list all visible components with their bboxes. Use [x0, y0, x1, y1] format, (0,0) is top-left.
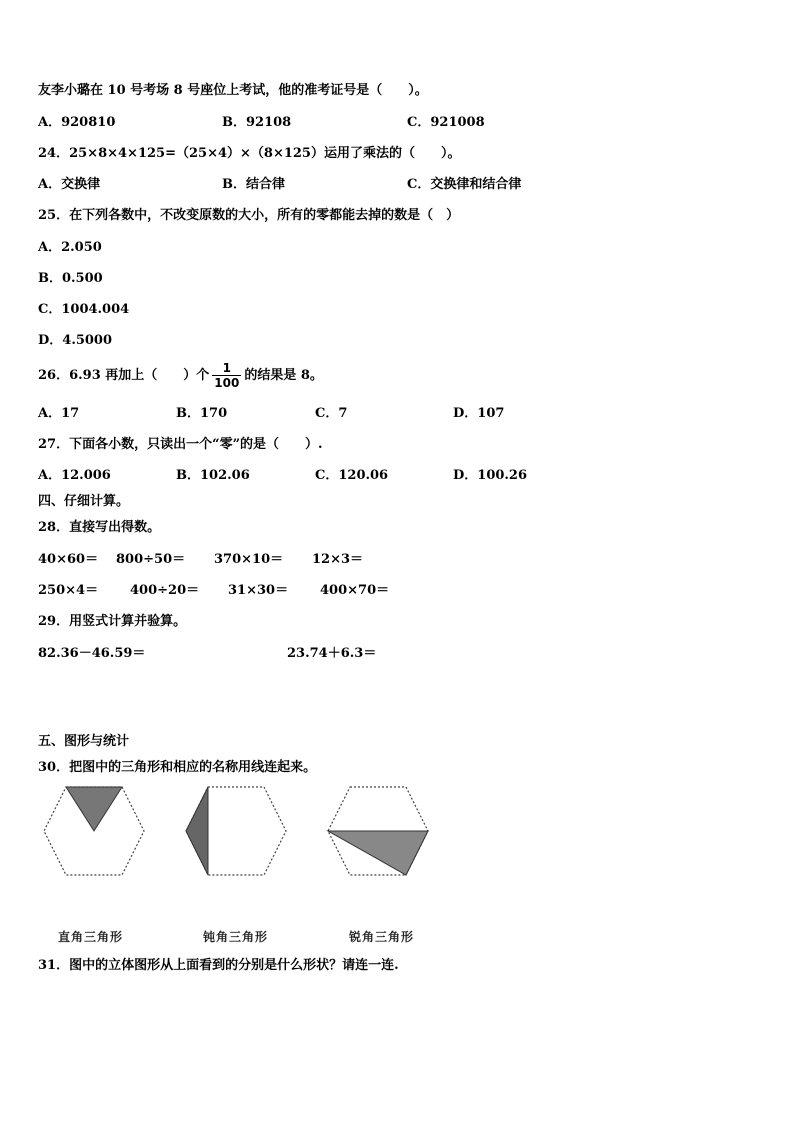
q29-item: 23.74＋6.3＝ [287, 646, 377, 661]
q23-option-b: B．92108 [222, 115, 292, 130]
q26-option-b: B．170 [176, 406, 228, 421]
q28-stem: 28．直接写出得数。 [38, 520, 161, 535]
q26-stem [38, 358, 323, 394]
q25-option-c: C．1004.004 [38, 302, 130, 317]
q28-item: 40×60＝ [38, 552, 99, 567]
section-four-heading: 四、仔细计算。 [38, 494, 130, 509]
q29-stem: 29．用竖式计算并验算。 [38, 614, 187, 629]
q25-option-a: A．2.050 [38, 240, 102, 255]
shaded-triangle [186, 787, 208, 875]
q23-stem-tail: 友李小璐在 10 号考场 8 号座位上考试，他的准考证号是（ ）。 [38, 83, 428, 98]
q23-option-c: C．921008 [407, 115, 485, 130]
q28-item: 250×4＝ [38, 583, 99, 598]
section-five-heading: 五、图形与统计 [38, 734, 130, 749]
q27-option-b: B．102.06 [176, 468, 250, 483]
q28-item: 370×10＝ [214, 552, 284, 567]
q26-stem-before: 26．6.93 再加上（ ）个 [38, 368, 210, 383]
label-right-triangle: 直角三角形 [58, 930, 124, 944]
q27-option-c: C．120.06 [315, 468, 389, 483]
shaded-triangle [66, 787, 122, 831]
q24-stem: 24．25×8×4×125=（25×4）×（8×125）运用了乘法的（ ）。 [38, 146, 461, 161]
q26-option-c: C．7 [315, 406, 348, 421]
q28-item: 400×70＝ [320, 583, 390, 598]
hexagon-figure-3 [326, 785, 430, 877]
q27-option-a: A．12.006 [38, 468, 111, 483]
shaded-triangle [328, 831, 428, 875]
q26-option-a: A．17 [38, 406, 80, 421]
q26-stem-after: 的结果是 8。 [244, 368, 323, 383]
q28-item: 31×30＝ [228, 583, 289, 598]
hexagon-figure-2 [184, 785, 288, 877]
q27-option-d: D．100.26 [453, 468, 528, 483]
q28-item: 800÷50＝ [116, 552, 186, 567]
q29-item: 82.36－46.59＝ [38, 646, 146, 661]
q23-option-a: A．920810 [38, 115, 116, 130]
q24-option-a: A．交换律 [38, 177, 101, 192]
fraction-denominator: 100 [214, 376, 240, 390]
label-obtuse-triangle: 钝角三角形 [203, 930, 269, 944]
q27-stem: 27．下面各小数，只读出一个“零”的是（ ）. [38, 437, 323, 452]
fraction [212, 361, 241, 390]
q25-option-d: D．4.5000 [38, 333, 113, 348]
q28-item: 400÷20＝ [130, 583, 200, 598]
fraction-numerator: 1 [212, 361, 241, 376]
q26-option-d: D．107 [453, 406, 505, 421]
hexagon-figure-1 [42, 785, 146, 877]
q25-option-b: B．0.500 [38, 271, 103, 286]
label-acute-triangle: 锐角三角形 [349, 930, 415, 944]
q24-option-c: C．交换律和结合律 [407, 177, 522, 192]
q25-stem: 25．在下列各数中，不改变原数的大小，所有的零都能去掉的数是（ ） [38, 208, 460, 223]
q28-item: 12×3＝ [312, 552, 364, 567]
q30-stem: 30．把图中的三角形和相应的名称用线连起来。 [38, 760, 317, 775]
q31-stem: 31．图中的立体图形从上面看到的分别是什么形状？请连一连. [38, 958, 399, 973]
q24-option-b: B．结合律 [222, 177, 285, 192]
